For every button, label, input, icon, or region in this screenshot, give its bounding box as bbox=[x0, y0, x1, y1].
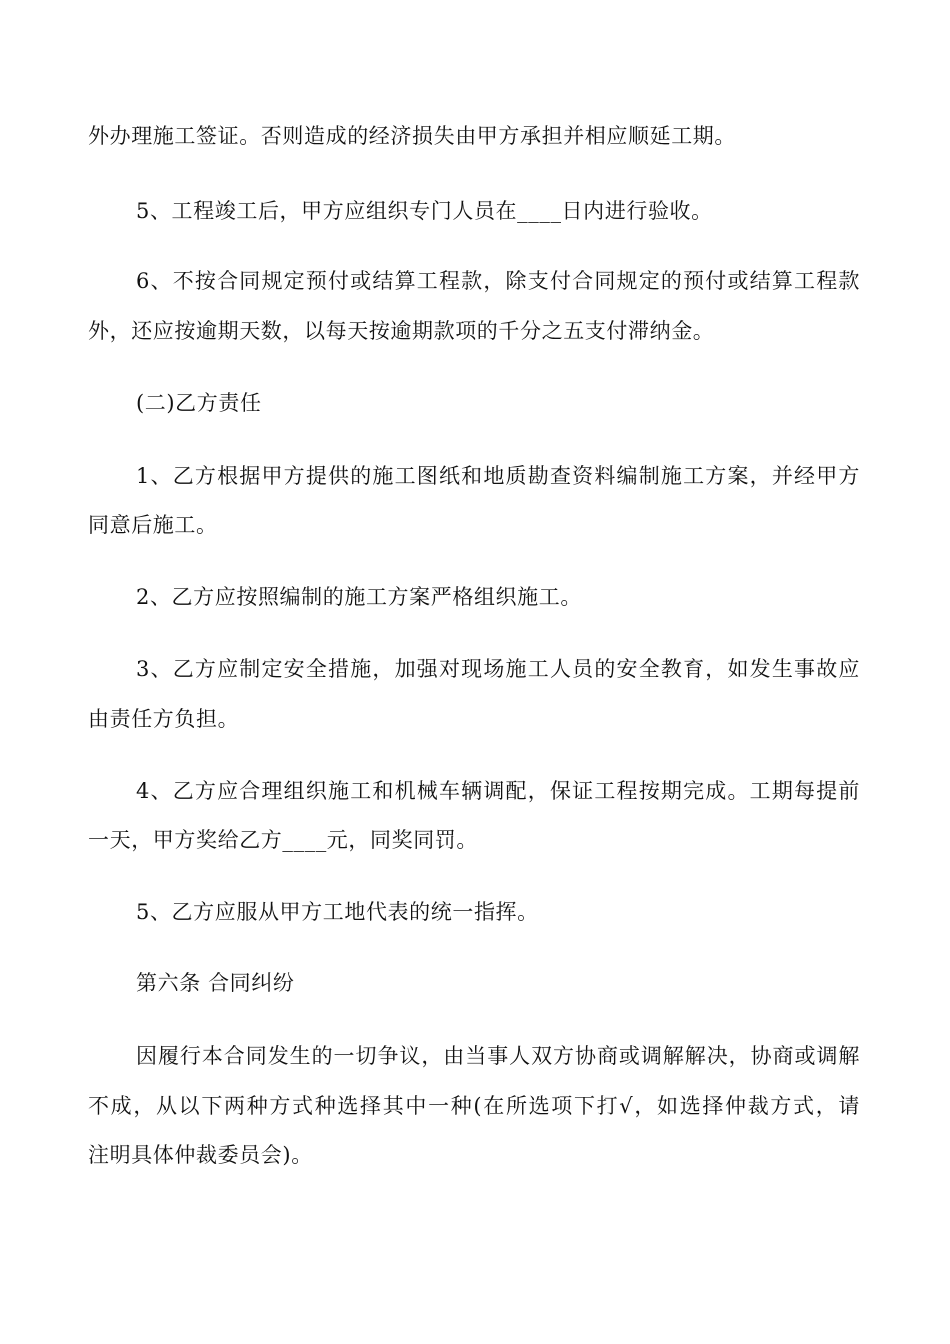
paragraph-line: 3、乙方应制定安全措施，加强对现场施工人员的安全教育，如发生事故应 bbox=[136, 657, 860, 681]
paragraph-line: 1、乙方根据甲方提供的施工图纸和地质勘查资料编制施工方案，并经甲方 bbox=[136, 464, 860, 488]
paragraph-line: 因履行本合同发生的一切争议，由当事人双方协商或调解解决，协商或调解 bbox=[136, 1044, 860, 1068]
paragraph-line: 注明具体仲裁委员会)。 bbox=[88, 1143, 313, 1167]
paragraph-line: 外办理施工签证。否则造成的经济损失由甲方承担并相应顺延工期。 bbox=[88, 124, 736, 148]
paragraph-line: 4、乙方应合理组织施工和机械车辆调配，保证工程按期完成。工期每提前 bbox=[136, 779, 860, 803]
paragraph-line: 同意后施工。 bbox=[88, 513, 218, 537]
paragraph-line: 外，还应按逾期天数，以每天按逾期款项的千分之五支付滞纳金。 bbox=[88, 319, 715, 343]
article-heading: 第六条 合同纠纷 bbox=[136, 971, 295, 995]
paragraph-line: 2、乙方应按照编制的施工方案严格组织施工。 bbox=[136, 585, 582, 609]
paragraph-line: 6、不按合同规定预付或结算工程款，除支付合同规定的预付或结算工程款 bbox=[136, 269, 860, 293]
paragraph-line: 不成，从以下两种方式种选择其中一种(在所选项下打√，如选择仲裁方式，请 bbox=[88, 1094, 860, 1118]
paragraph-line: 由责任方负担。 bbox=[88, 707, 240, 731]
paragraph-line: 5、工程竣工后，甲方应组织专门人员在____日内进行验收。 bbox=[136, 199, 713, 223]
paragraph-line: 5、乙方应服从甲方工地代表的统一指挥。 bbox=[136, 900, 539, 924]
paragraph-line: 一天，甲方奖给乙方____元，同奖同罚。 bbox=[88, 828, 478, 852]
section-heading: (二)乙方责任 bbox=[136, 391, 262, 415]
